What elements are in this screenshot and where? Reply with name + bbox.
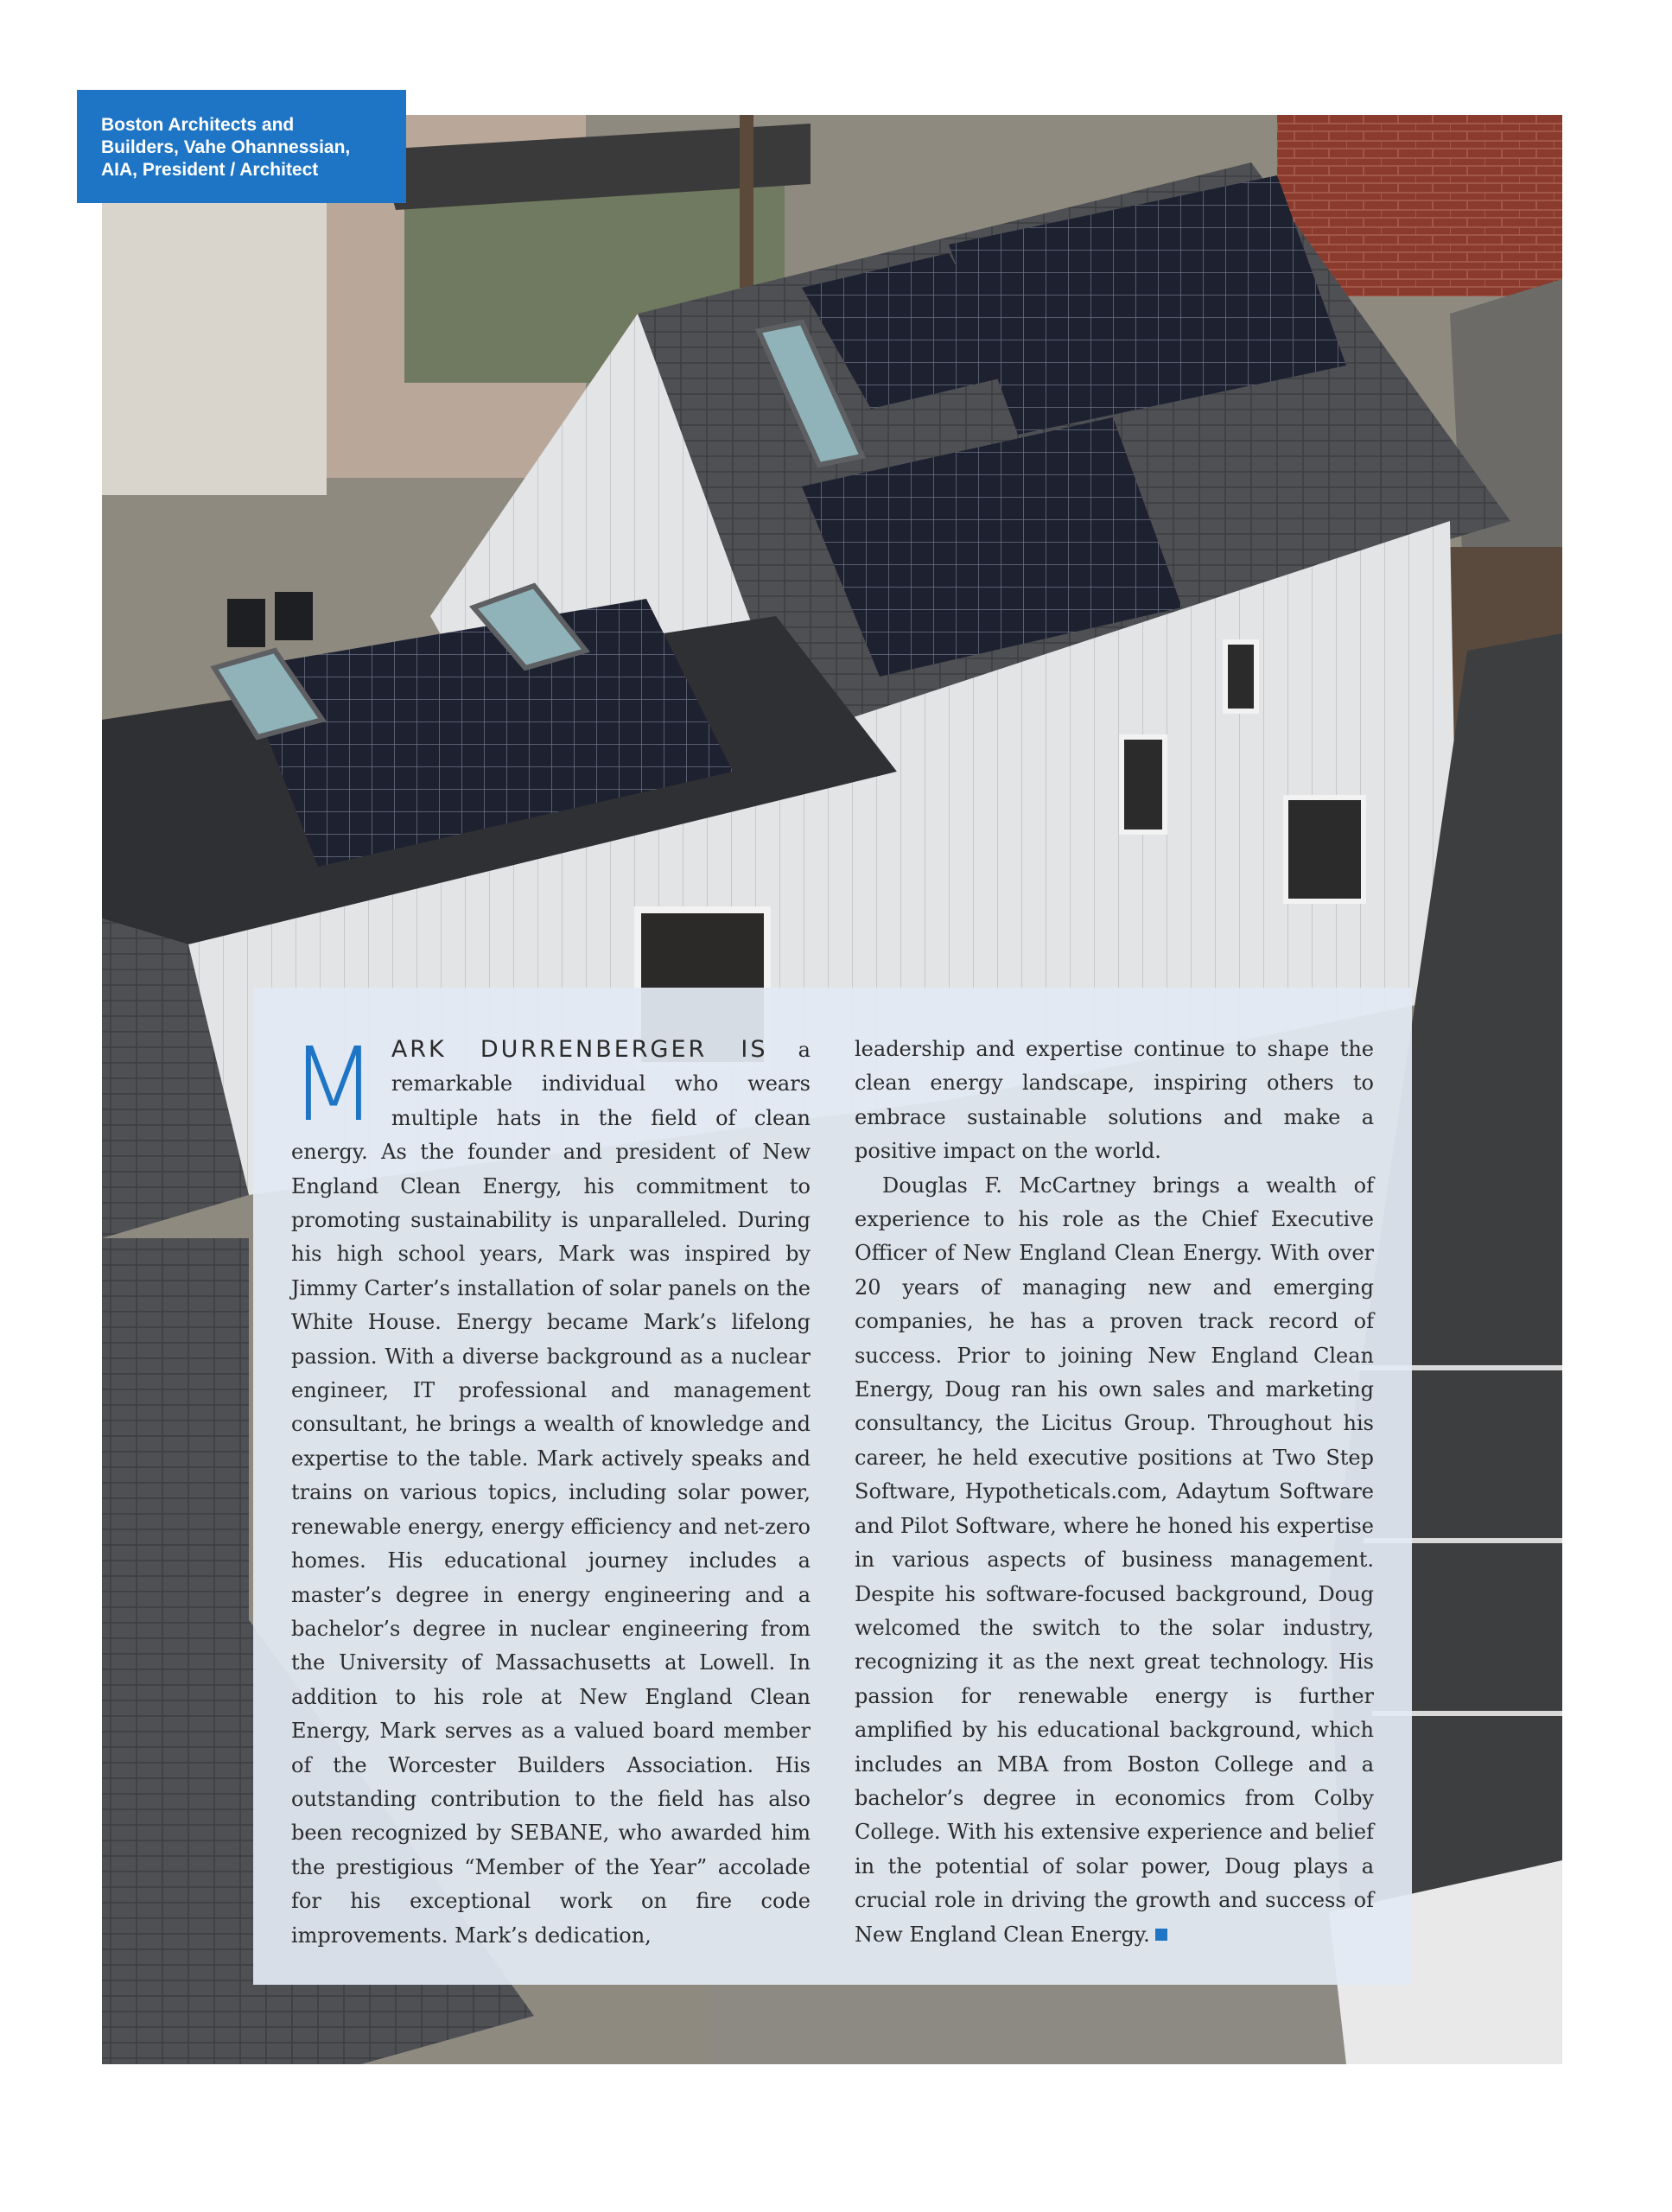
end-mark-icon (1155, 1929, 1167, 1941)
photo-caption (77, 90, 406, 203)
caption-line-2: Builders, Vahe Ohannessian, (101, 137, 351, 157)
article-paragraph (855, 1033, 1374, 1169)
article-paragraph (855, 1169, 1374, 1952)
drop-cap: M (289, 1025, 378, 1144)
article-text-box (253, 988, 1412, 1985)
paragraph-text: Douglas F. McCartney brings a wealth of experience to his role as the Chief Executive Officer of New England Clean Energy. With over 20 years of managing new and emerging companies, he has a proven track record of success. Prior to joining New England Clean Energy, Doug ran his own sales and marketing consultancy, the Licitus Group. Throughout his career, he held executive positions at Two Step Software, Hypotheticals.com, Adaytum Software and Pilot Software, where he honed his expertise in various aspects of business management. Despite his software-focused background, Doug welcomed the switch to the solar industry, recognizing it as the next great technology. His passion for renewable energy is further amplified by his educational background, which includes an MBA from Boston College and a bachelor’s degree in economics from Colby College. With his extensive experience and belief in the potential of solar power, Doug plays a crucial role in driving the growth and success of New England Clean Energy. (855, 1173, 1374, 1947)
article-column-2 (855, 1033, 1374, 1985)
lead-in: ARK DURRENBERGER IS (391, 1036, 768, 1063)
article-paragraph (289, 1025, 811, 1953)
utility-pole (740, 115, 753, 288)
paragraph-text: a remarkable individual who wears multiple hats in the field of clean energy. As the founder and president of New England Clean Energy, his commitment to promoting sustainability is unparalleled. During his high school years, Mark was inspired by Jimmy Carter’s installation of solar panels on the White House. Energy became Mark’s lifelong passion. With a diverse background as a nuclear engineer, IT professional and management consultant, he brings a wealth of knowledge and expertise to the table. Mark actively speaks and trains on various topics, including solar power, renewable energy, energy efficiency and net-zero homes. His educational journey includes a master’s degree in energy engineering and a bachelor’s degree in nuclear engineering from the University of Massachusetts at Lowell. In addition to his role at New England Clean Energy, Mark serves as a valued board member of the Worcester Builders Association. His outstanding contribution to the field has also been recognized by SEBANE, who awarded him the prestigious “Member of the Year” accolade for his exceptional work on fire code improvements. Mark’s dedication, (291, 1038, 811, 1948)
article-column-1 (289, 1025, 811, 1985)
caption-line-1: Boston Architects and (101, 115, 295, 135)
paragraph-text: leadership and expertise continue to shape the clean energy landscape, inspiring others to embrace sustainable solutions and make a positive impact on the world. (855, 1037, 1374, 1164)
caption-line-3: AIA, President / Architect (101, 160, 319, 180)
